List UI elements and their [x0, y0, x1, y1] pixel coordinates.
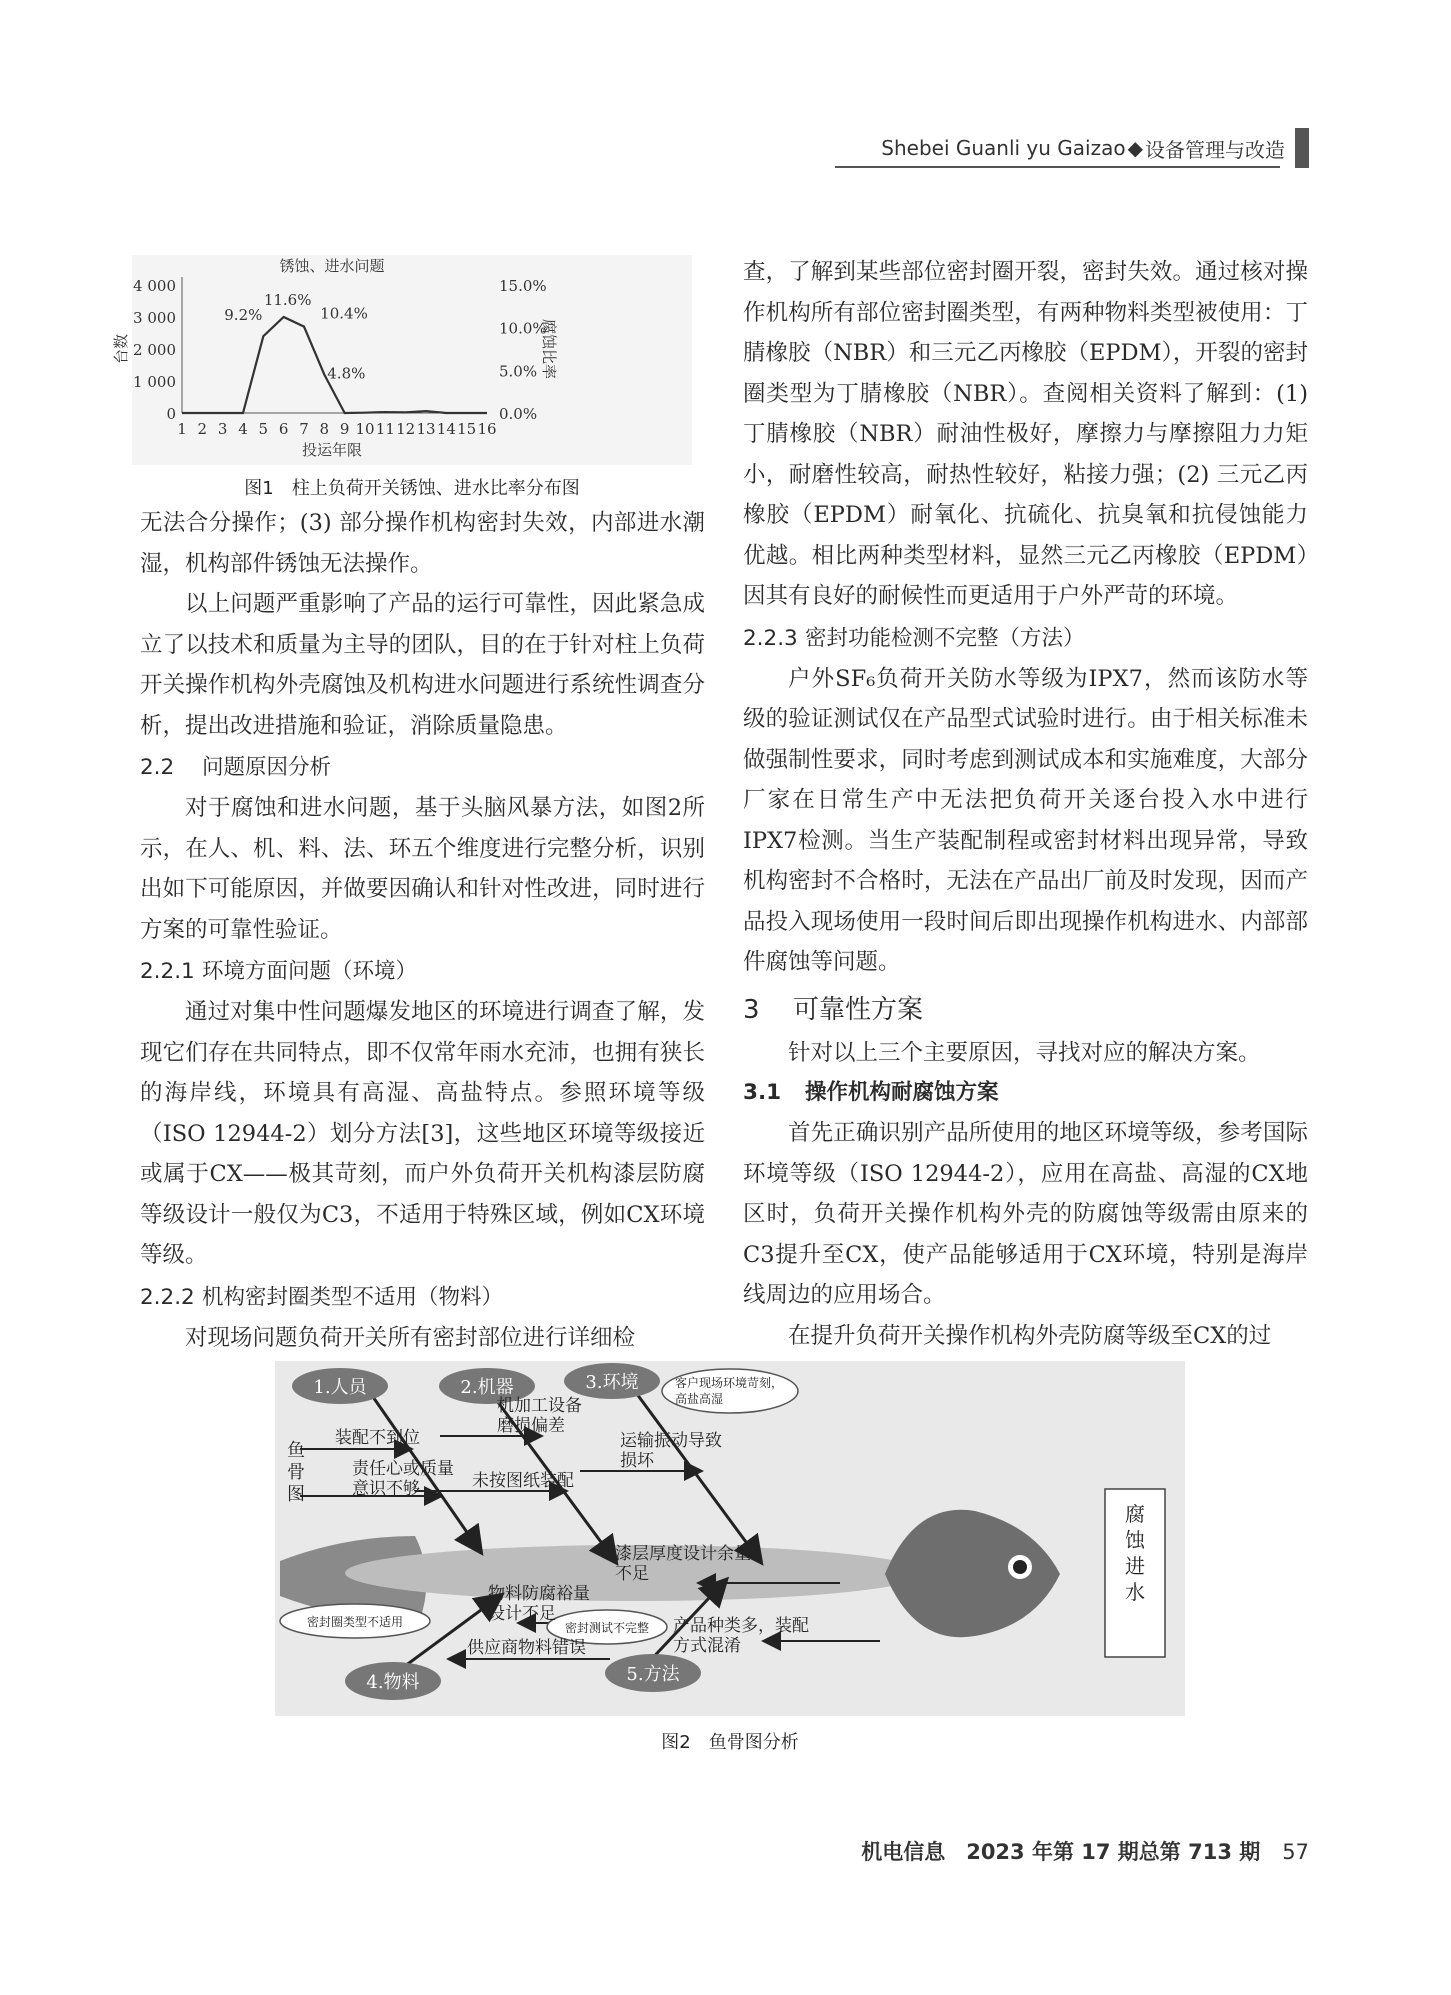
- cause-machining-wear: 机加工设备: [497, 1396, 582, 1416]
- x-tick-label: 1: [177, 420, 187, 438]
- x-tick-label: 3: [217, 420, 228, 438]
- issue-info: 机电信息 2023 年第 17 期总第 713 期: [861, 1840, 1261, 1864]
- section-title: 环境方面问题（环境）: [202, 959, 418, 984]
- section-heading: [140, 748, 705, 788]
- section-heading: [743, 987, 1308, 1033]
- left-column: [140, 503, 705, 1358]
- paragraph: 首先正确识别产品所使用的地区环境等级，参考国际环境等级（ISO 12944-2），应用在高盐、高湿的CX地区时，负荷开关操作机构外壳的防腐蚀等级需由原来的C3提升至CX，使产品能够适用于CX环境，特别是海岸线周边的应用场合。: [743, 1120, 1308, 1308]
- x-tick-label: 8: [319, 420, 330, 438]
- y-tick-label-left: 3 000: [133, 309, 176, 327]
- svg-text:水: 水: [1125, 1580, 1145, 1604]
- cause-responsibility: 责任心或质量: [352, 1459, 454, 1479]
- x-tick-label: 4: [238, 420, 248, 438]
- cause-paint-thickness: 漆层厚度设计余量: [615, 1544, 751, 1564]
- journal-pinyin: Shebei Guanli yu Gaizao: [881, 136, 1126, 160]
- svg-text:磨损偏差: 磨损偏差: [497, 1416, 565, 1436]
- section-heading: [743, 1073, 1308, 1113]
- x-tick-label: 14: [436, 420, 456, 438]
- cause-transport-vibration: 运输振动导致: [620, 1431, 722, 1451]
- x-tick-label: 16: [477, 420, 497, 438]
- section-heading: [743, 619, 1308, 659]
- figure1-chart: [112, 255, 692, 465]
- svg-text:不足: 不足: [615, 1564, 649, 1584]
- section-number: 3: [743, 994, 760, 1025]
- section-title: 操作机构耐腐蚀方案: [805, 1080, 999, 1105]
- category-people: 1.人员: [313, 1377, 367, 1398]
- category-method: 5.方法: [626, 1664, 680, 1685]
- header-separator: ◆: [1127, 136, 1143, 160]
- paragraph: 查，了解到某些部位密封圈开裂，密封失效。通过核对操作机构所有部位密封圈类型，有两种物料类型被使用：丁腈橡胶（NBR）和三元乙丙橡胶（EPDM），开裂的密封圈类型为丁腈橡胶（NBR）。查阅相关资料了解到：(1) 丁腈橡胶（NBR）耐油性极好，摩擦力与摩擦阻力力矩小，耐磨性较高，耐热性较好，粘接力强；(2) 三元乙丙橡胶（EPDM）耐氧化、抗硫化、抗臭氧和抗侵蚀能力优越。相比两种类型材料，显然三元乙丙橡胶（EPDM）因其有良好的耐候性而更适用于户外严苛的环境。: [743, 259, 1308, 609]
- running-header: [881, 128, 1309, 168]
- category-environment: 3.环境: [585, 1372, 639, 1393]
- page-footer: [861, 1836, 1309, 1866]
- svg-text:骨: 骨: [287, 1462, 305, 1483]
- y-tick-label-right: 0.0%: [499, 405, 538, 423]
- section-number: 3.1: [743, 1080, 782, 1105]
- paragraph: 对于腐蚀和进水问题，基于头脑风暴方法，如图2所示，在人、机、料、法、环五个维度进行完整分析，识别出如下可能原因，并做要因确认和针对性改进，同时进行方案的可靠性验证。: [140, 795, 705, 943]
- fish-head: [885, 1510, 1060, 1637]
- paragraph: 无法合分操作；(3) 部分操作机构密封失效，内部进水潮湿，机构部件锈蚀无法操作。: [140, 510, 705, 577]
- data-label: 11.6%: [263, 291, 312, 309]
- x-tick-label: 12: [396, 420, 416, 438]
- effect-label: 腐: [1125, 1502, 1145, 1526]
- x-tick-label: 5: [258, 420, 269, 438]
- section-number: 2.2: [140, 755, 175, 780]
- cause-assembly-not-in-place: 装配不到位: [335, 1428, 420, 1448]
- category-material: 4.物料: [366, 1672, 420, 1693]
- y-tick-label-left: 1 000: [133, 373, 176, 391]
- y-tick-label-left: 2 000: [133, 341, 176, 359]
- cause-not-per-drawing: 未按图纸装配: [472, 1471, 574, 1491]
- paragraph: 对现场问题负荷开关所有密封部位进行详细检: [185, 1324, 636, 1351]
- data-label: 4.8%: [327, 364, 366, 383]
- svg-text:方式混淆: 方式混淆: [673, 1636, 741, 1656]
- section-heading: [140, 1278, 705, 1318]
- x-tick-label: 11: [375, 420, 395, 438]
- svg-text:进: 进: [1125, 1554, 1145, 1578]
- cause-material-margin: 物料防腐裕量: [488, 1584, 590, 1604]
- x-tick-label: 7: [299, 420, 309, 438]
- y-tick-label-right: 10.0%: [499, 319, 547, 338]
- paragraph: 针对以上三个主要原因，寻找对应的解决方案。: [788, 1039, 1261, 1066]
- y-tick-label-right: 5.0%: [499, 362, 538, 381]
- svg-text:意识不够: 意识不够: [352, 1479, 420, 1499]
- svg-text:损坏: 损坏: [620, 1451, 654, 1471]
- x-tick-label: 15: [457, 420, 477, 438]
- svg-text:蚀: 蚀: [1125, 1528, 1145, 1552]
- section-heading: [140, 952, 705, 992]
- section-number: 2.2.3: [743, 625, 798, 651]
- y-tick-label-left: 0: [166, 405, 176, 423]
- paragraph: 在提升负荷开关操作机构外壳防腐等级至CX的过: [788, 1322, 1272, 1349]
- x-axis-title: 投运年限: [301, 441, 363, 459]
- chart-title: 锈蚀、进水问题: [279, 257, 385, 275]
- paragraph: 通过对集中性问题爆发地区的环境进行调查了解，发现它们存在共同特点，即不仅常年雨水充沛，也拥有狭长的海岸线，环境具有高湿、高盐特点。参照环境等级（ISO 12944-2）划分方法[3]，这些地区环境等级接近或属于CX——极其苛刻，而户外负荷开关机构漆层防腐等级设计一般仅为C3，不适用于特殊区域，例如CX环境等级。: [140, 999, 705, 1268]
- svg-text:密封测试不完整: 密封测试不完整: [564, 1621, 650, 1635]
- y-tick-label-left: 4 000: [133, 277, 176, 295]
- figure2-fishbone-diagram: [275, 1361, 1185, 1716]
- figure1-caption: 图1 柱上负荷开关锈蚀、进水比率分布图: [244, 478, 580, 499]
- y-tick-label-right: 15.0%: [499, 277, 547, 295]
- x-tick-label: 9: [339, 420, 350, 438]
- svg-text:设计不足: 设计不足: [488, 1604, 556, 1624]
- y-axis-title-right: 腐蚀比率: [540, 318, 558, 380]
- header-rule: [835, 166, 1280, 168]
- paragraph: 户外SF₆负荷开关防水等级为IPX7，然而该防水等级的验证测试仅在产品型式试验时进行。由于相关标准未做强制性要求，同时考虑到测试成本和实施难度，大部分厂家在日常生产中无法把负荷开关逐台投入水中进行IPX7检测。当生产装配制程或密封材料出现异常，导致机构密封不合格时，无法在产品出厂前及时发现，因而产品投入现场使用一段时间后即出现操作机构进水、内部部件腐蚀等问题。: [743, 665, 1308, 975]
- svg-text:客户现场环境苛刻，: 客户现场环境苛刻，: [675, 1376, 784, 1390]
- svg-text:密封圈类型不适用: 密封圈类型不适用: [306, 1615, 404, 1629]
- cause-supplier-error: 供应商物料错误: [467, 1638, 586, 1658]
- fishbone-side-label: 鱼: [287, 1440, 305, 1461]
- right-column: [743, 252, 1308, 1356]
- section-title: 可靠性方案: [793, 994, 924, 1025]
- section-number: 2.2.1: [140, 959, 195, 984]
- figure2-caption: 图2 鱼骨图分析: [661, 1732, 799, 1753]
- x-tick-label: 2: [197, 420, 208, 438]
- data-label: 10.4%: [320, 304, 368, 323]
- section-title: 密封功能检测不完整（方法）: [805, 625, 1085, 651]
- section-title: 问题原因分析: [202, 755, 332, 780]
- category-machine: 2.机器: [460, 1377, 514, 1398]
- paragraph: 以上问题严重影响了产品的运行可靠性，因此紧急成立了以技术和质量为主导的团队，目的在于针对柱上负荷开关操作机构外壳腐蚀及机构进水问题进行系统性调查分析，提出改进措施和验证，消除质量隐患。: [140, 591, 705, 739]
- page-number: 57: [1282, 1840, 1309, 1864]
- section-title: 机构密封圈类型不适用（物料）: [202, 1284, 504, 1310]
- cause-assembly-confusion: 产品种类多，装配: [673, 1616, 809, 1636]
- header-bar: [1295, 128, 1309, 168]
- x-tick-label: 13: [416, 420, 436, 438]
- svg-text:图: 图: [287, 1484, 305, 1505]
- section-number: 2.2.2: [140, 1284, 195, 1310]
- svg-text:高盐高湿: 高盐高湿: [675, 1392, 724, 1406]
- data-label: 9.2%: [224, 306, 263, 325]
- x-tick-label: 6: [278, 420, 289, 438]
- journal-chinese-title: 设备管理与改造: [1145, 137, 1285, 162]
- y-axis-title-left: 台数: [112, 333, 130, 365]
- x-tick-label: 10: [355, 420, 375, 438]
